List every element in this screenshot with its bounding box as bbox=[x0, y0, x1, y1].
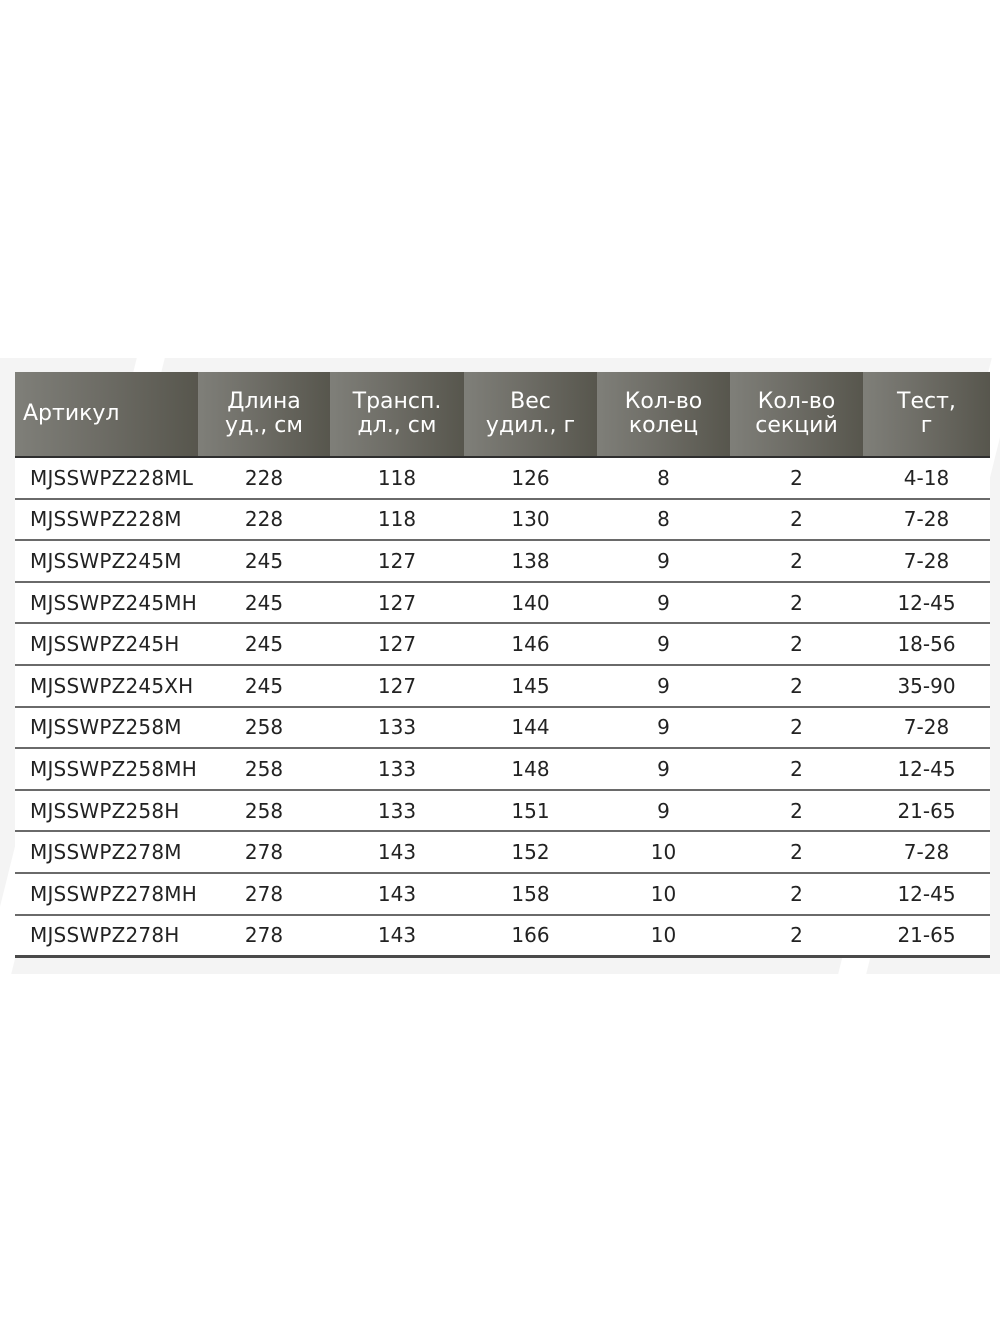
header-transport-length bbox=[330, 372, 464, 457]
cell-test: 12-45 bbox=[863, 748, 990, 790]
cell-article: MJSSWPZ258H bbox=[15, 790, 198, 832]
cell-sections: 2 bbox=[730, 790, 863, 832]
table-row bbox=[15, 499, 990, 541]
cell-rings: 9 bbox=[597, 540, 730, 582]
cell-transport-length: 127 bbox=[330, 623, 464, 665]
cell-length: 245 bbox=[198, 665, 330, 707]
cell-article: MJSSWPZ245XH bbox=[15, 665, 198, 707]
header-test-line2: г bbox=[920, 413, 933, 438]
header-weight-line1: Вес bbox=[510, 389, 551, 414]
cell-weight: 166 bbox=[464, 915, 597, 957]
cell-transport-length: 133 bbox=[330, 707, 464, 749]
cell-test: 21-65 bbox=[863, 790, 990, 832]
cell-length: 245 bbox=[198, 623, 330, 665]
header-length bbox=[198, 372, 330, 457]
spec-table bbox=[15, 372, 990, 958]
table-row bbox=[15, 915, 990, 957]
cell-sections: 2 bbox=[730, 499, 863, 541]
cell-article: MJSSWPZ278M bbox=[15, 831, 198, 873]
cell-transport-length: 118 bbox=[330, 499, 464, 541]
cell-test: 7-28 bbox=[863, 540, 990, 582]
cell-test: 35-90 bbox=[863, 665, 990, 707]
table-row bbox=[15, 873, 990, 915]
cell-article: MJSSWPZ228ML bbox=[15, 457, 198, 499]
cell-weight: 148 bbox=[464, 748, 597, 790]
cell-sections: 2 bbox=[730, 582, 863, 624]
cell-rings: 8 bbox=[597, 457, 730, 499]
cell-test: 18-56 bbox=[863, 623, 990, 665]
cell-rings: 10 bbox=[597, 831, 730, 873]
cell-rings: 9 bbox=[597, 748, 730, 790]
cell-sections: 2 bbox=[730, 748, 863, 790]
cell-transport-length: 143 bbox=[330, 873, 464, 915]
header-rings-line1: Кол-во bbox=[624, 389, 703, 414]
cell-weight: 130 bbox=[464, 499, 597, 541]
cell-test: 21-65 bbox=[863, 915, 990, 957]
cell-sections: 2 bbox=[730, 540, 863, 582]
cell-length: 228 bbox=[198, 499, 330, 541]
cell-sections: 2 bbox=[730, 831, 863, 873]
cell-weight: 151 bbox=[464, 790, 597, 832]
cell-rings: 9 bbox=[597, 665, 730, 707]
header-rings bbox=[597, 372, 730, 457]
cell-test: 12-45 bbox=[863, 582, 990, 624]
cell-transport-length: 127 bbox=[330, 540, 464, 582]
cell-weight: 140 bbox=[464, 582, 597, 624]
cell-length: 278 bbox=[198, 831, 330, 873]
header-length-line2: уд., см bbox=[225, 413, 303, 438]
cell-test: 4-18 bbox=[863, 457, 990, 499]
cell-transport-length: 127 bbox=[330, 582, 464, 624]
cell-length: 278 bbox=[198, 873, 330, 915]
header-sections-line2: секций bbox=[755, 413, 838, 438]
cell-rings: 9 bbox=[597, 707, 730, 749]
cell-sections: 2 bbox=[730, 665, 863, 707]
table-row bbox=[15, 665, 990, 707]
cell-rings: 10 bbox=[597, 915, 730, 957]
header-weight-line2: удил., г bbox=[485, 413, 576, 438]
cell-sections: 2 bbox=[730, 707, 863, 749]
cell-transport-length: 118 bbox=[330, 457, 464, 499]
header-article bbox=[15, 372, 198, 457]
cell-length: 258 bbox=[198, 707, 330, 749]
cell-weight: 126 bbox=[464, 457, 597, 499]
cell-rings: 9 bbox=[597, 582, 730, 624]
table-row bbox=[15, 623, 990, 665]
cell-length: 245 bbox=[198, 582, 330, 624]
table-row bbox=[15, 748, 990, 790]
header-row bbox=[15, 372, 990, 457]
cell-transport-length: 143 bbox=[330, 831, 464, 873]
cell-length: 278 bbox=[198, 915, 330, 957]
cell-article: MJSSWPZ245MH bbox=[15, 582, 198, 624]
cell-transport-length: 127 bbox=[330, 665, 464, 707]
header-test-line1: Тест, bbox=[897, 389, 956, 414]
header-sections bbox=[730, 372, 863, 457]
cell-sections: 2 bbox=[730, 873, 863, 915]
cell-transport-length: 133 bbox=[330, 790, 464, 832]
cell-length: 245 bbox=[198, 540, 330, 582]
cell-length: 258 bbox=[198, 790, 330, 832]
header-weight bbox=[464, 372, 597, 457]
cell-test: 12-45 bbox=[863, 873, 990, 915]
header-transport-line1: Трансп. bbox=[352, 389, 442, 414]
table-row bbox=[15, 790, 990, 832]
cell-article: MJSSWPZ258MH bbox=[15, 748, 198, 790]
header-rings-line2: колец bbox=[628, 413, 699, 438]
cell-article: MJSSWPZ228M bbox=[15, 499, 198, 541]
cell-rings: 9 bbox=[597, 790, 730, 832]
table-row bbox=[15, 707, 990, 749]
cell-length: 228 bbox=[198, 457, 330, 499]
cell-weight: 152 bbox=[464, 831, 597, 873]
cell-article: MJSSWPZ245H bbox=[15, 623, 198, 665]
table-header bbox=[15, 372, 990, 457]
header-test bbox=[863, 372, 990, 457]
cell-article: MJSSWPZ278MH bbox=[15, 873, 198, 915]
cell-rings: 8 bbox=[597, 499, 730, 541]
cell-article: MJSSWPZ278H bbox=[15, 915, 198, 957]
cell-weight: 145 bbox=[464, 665, 597, 707]
cell-rings: 9 bbox=[597, 623, 730, 665]
table-body bbox=[15, 457, 990, 957]
cell-length: 258 bbox=[198, 748, 330, 790]
table-row bbox=[15, 831, 990, 873]
cell-transport-length: 133 bbox=[330, 748, 464, 790]
cell-sections: 2 bbox=[730, 915, 863, 957]
cell-article: MJSSWPZ258M bbox=[15, 707, 198, 749]
cell-weight: 138 bbox=[464, 540, 597, 582]
table-row bbox=[15, 540, 990, 582]
cell-article: MJSSWPZ245M bbox=[15, 540, 198, 582]
cell-test: 7-28 bbox=[863, 499, 990, 541]
header-article-line1: Артикул bbox=[23, 401, 120, 426]
header-transport-line2: дл., см bbox=[357, 413, 437, 438]
cell-transport-length: 143 bbox=[330, 915, 464, 957]
cell-weight: 158 bbox=[464, 873, 597, 915]
cell-weight: 146 bbox=[464, 623, 597, 665]
cell-sections: 2 bbox=[730, 623, 863, 665]
cell-weight: 144 bbox=[464, 707, 597, 749]
cell-test: 7-28 bbox=[863, 831, 990, 873]
header-length-line1: Длина bbox=[227, 389, 301, 414]
table-row bbox=[15, 457, 990, 499]
header-sections-line1: Кол-во bbox=[757, 389, 836, 414]
table-row bbox=[15, 582, 990, 624]
cell-sections: 2 bbox=[730, 457, 863, 499]
cell-test: 7-28 bbox=[863, 707, 990, 749]
cell-rings: 10 bbox=[597, 873, 730, 915]
